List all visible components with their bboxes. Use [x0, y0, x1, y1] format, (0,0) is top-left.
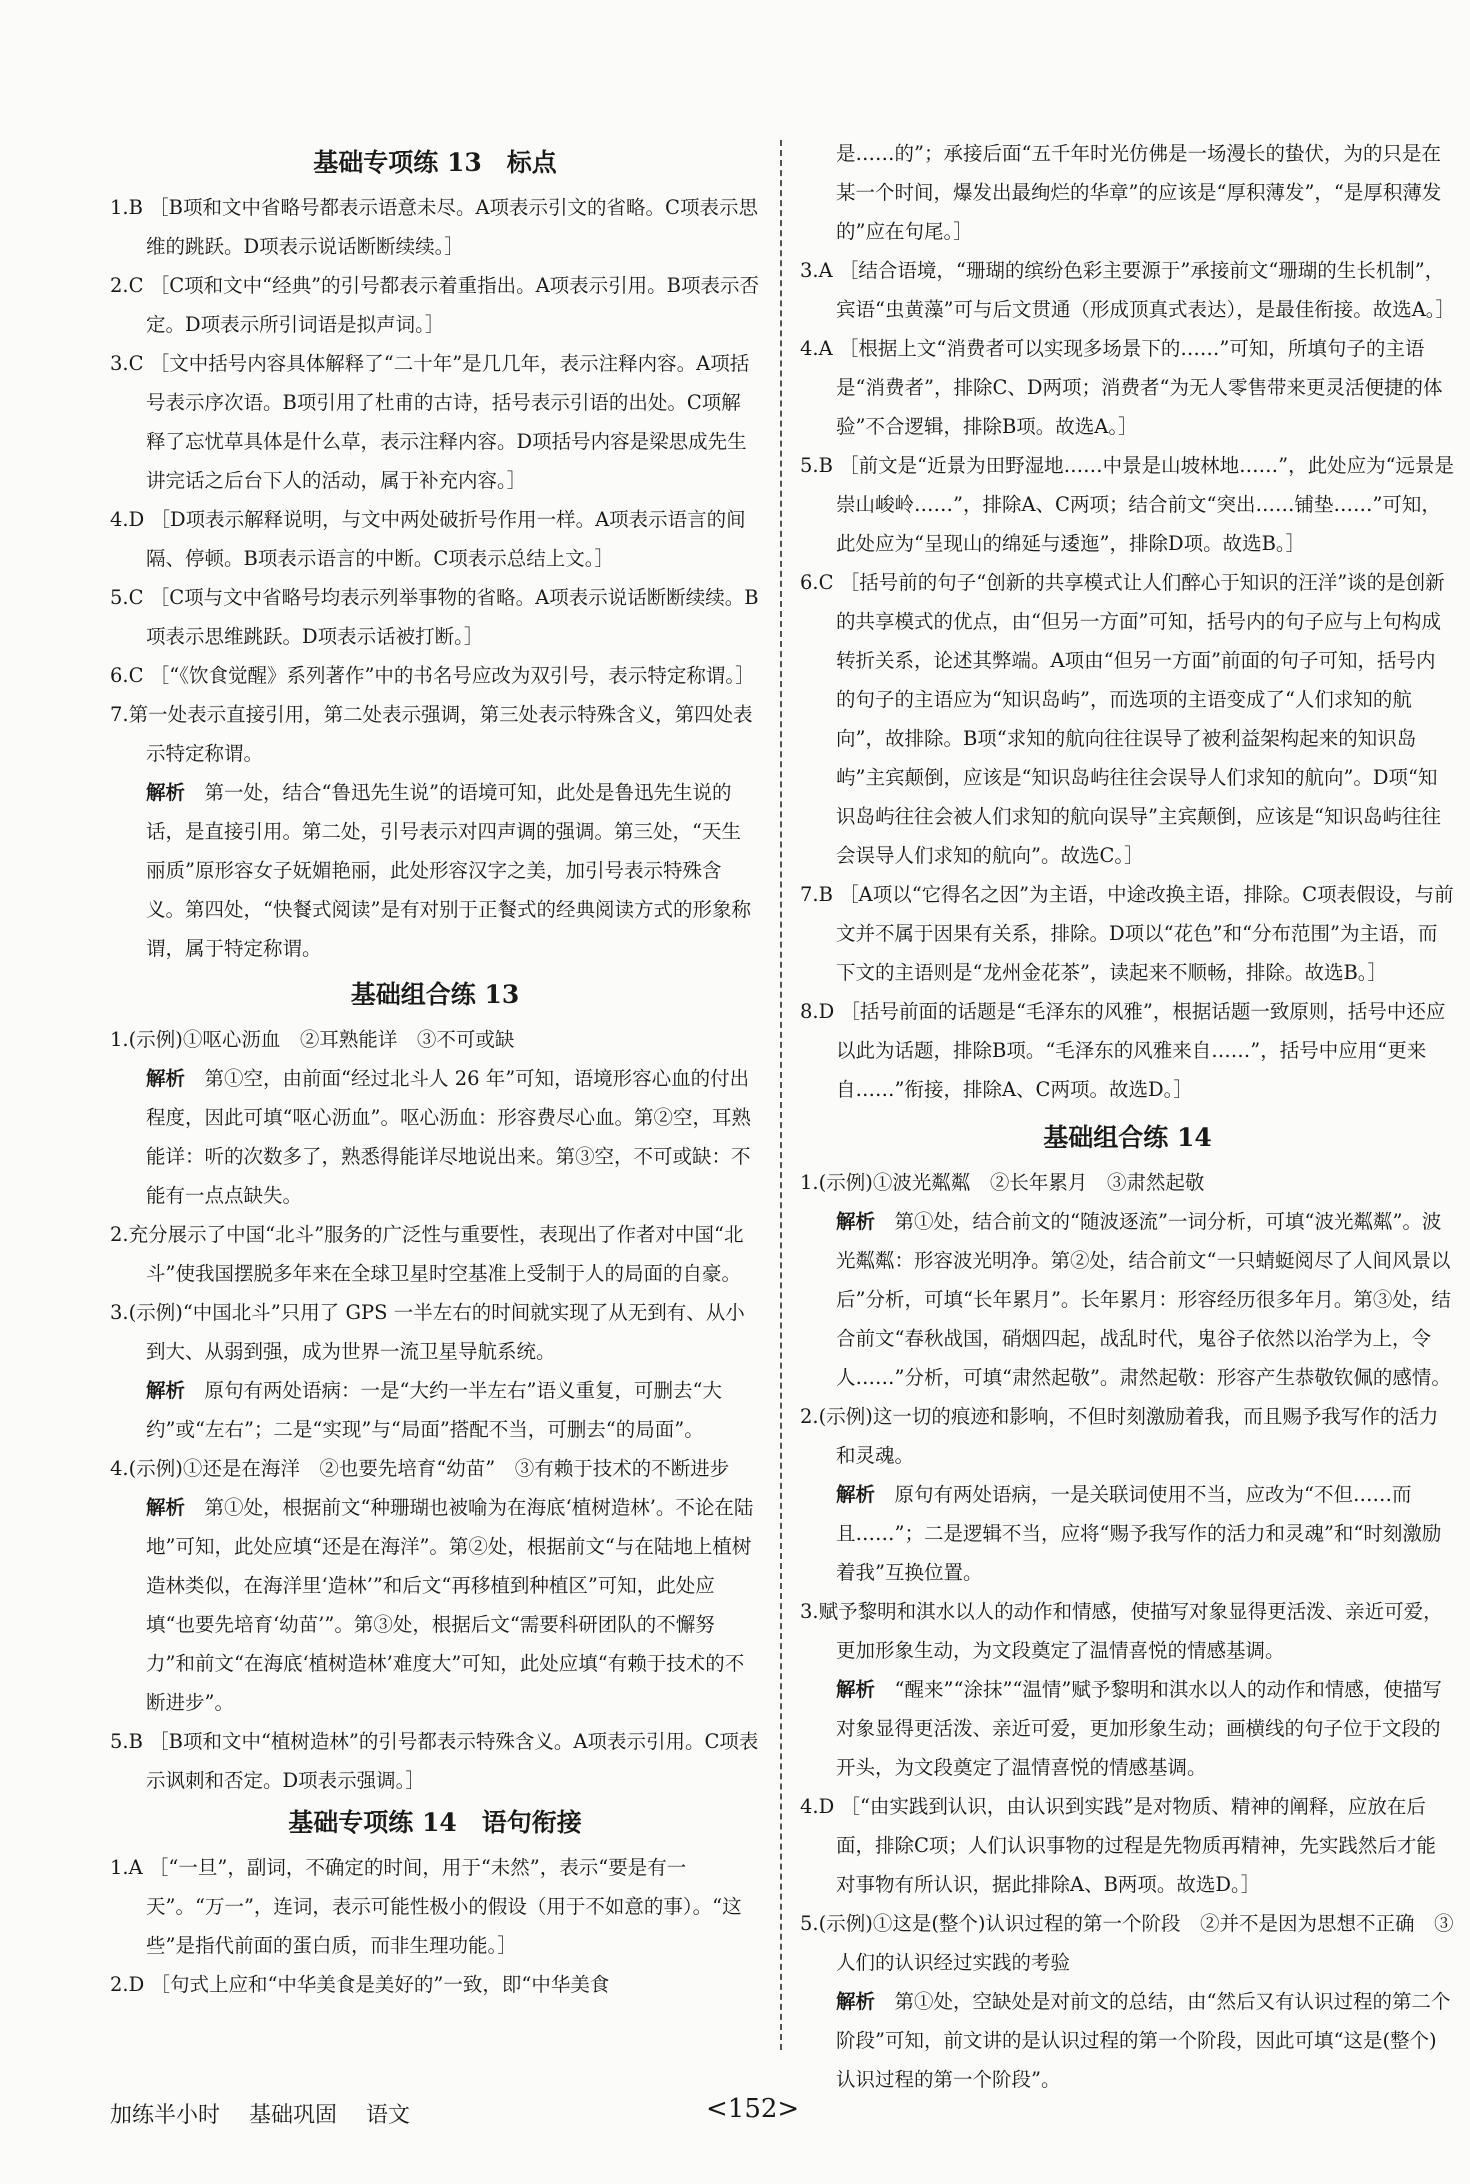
- analysis-label: 解析: [146, 1496, 186, 1519]
- analysis-text: 第①处，空缺处是对前文的总结，由“然后又有认识过程的第二个阶段”可知，前文讲的是认识过程的第一个阶段，因此可填“这是(整个)认识过程的第一个阶段”。: [836, 1990, 1451, 2091]
- analysis-label: 解析: [836, 1990, 876, 2013]
- footer-book-title: 加练半小时: [110, 2103, 221, 2128]
- answer-item: 1.(示例)①波光粼粼 ②长年累月 ③肃然起敬: [800, 1171, 1205, 1194]
- analysis-label: 解析: [146, 1067, 186, 1090]
- answer-continuation: 是……的”；承接后面“五千年时光仿佛是一场漫长的蛰伏，为的只是在某一个时间，爆发出最绚烂的华章”的应该是“厚积薄发”，“是厚积薄发的”应在句尾。］: [836, 142, 1442, 243]
- page-number: <152>: [706, 2094, 800, 2124]
- answer-item: 1.A ［“一旦”，副词，不确定的时间，用于“未然”，表示“要是有一天”。“万一”，连词，表示可能性极小的假设（用于不如意的事）。“这些”是指代前面的蛋白质，而非生理功能。］: [110, 1856, 742, 1957]
- analysis-text: 第①空，由前面“经过北斗人 26 年”可知，语境形容心血的付出程度，因此可填“呕心沥血”。呕心沥血：形容费尽心血。第②空，耳熟能详：听的次数多了，熟悉得能详尽地说出来。第③空，不可或缺：不能有一点点缺失。: [146, 1067, 751, 1207]
- analysis-label: 解析: [146, 1379, 186, 1402]
- answer-item: 4.D ［D项表示解释说明，与文中两处破折号作用一样。A项表示语言的间隔、停顿。B项表示语言的中断。C项表示总结上文。］: [110, 508, 746, 570]
- analysis-text: 第①处，根据前文“种珊瑚也被喻为在海底‘植树造林’。不论在陆地”可知，此处应填“还是在海洋”。第②处，根据前文“与在陆地上植树造林类似，在海洋里‘造林’”和后文“再移植到种植区”可知，此处应填“也要先培育‘幼苗’”。第③处，根据后文“需要科研团队的不懈努力”和前文“在海底‘植树造林’难度大”可知，此处应填“有赖于技术的不断进步”。: [146, 1496, 754, 1714]
- right-column: [800, 134, 1455, 2099]
- answer-item: 7.第一处表示直接引用，第二处表示强调，第三处表示特殊含义，第四处表示特定称谓。: [110, 703, 753, 765]
- answer-item: 3.(示例)“中国北斗”只用了 GPS 一半左右的时间就实现了从无到有、从小到大、从弱到强，成为世界一流卫星导航系统。: [110, 1301, 745, 1363]
- answer-item: 7.B ［A项以“它得名之因”为主语，中途改换主语，排除。C项表假设，与前文并不属于因果有关系，排除。D项以“花色”和“分布范围”为主语，而下文的主语则是“龙州金花茶”，读起来不顺畅，排除。故选B。］: [800, 883, 1454, 984]
- analysis-block: [800, 1670, 1455, 1787]
- answer-item: 5.B ［前文是“近景为田野湿地……中景是山坡林地……”，此处应为“远景是崇山峻岭……”，排除A、C两项；结合前文“突出……铺垫……”可知，此处应为“呈现山的绵延与逶迤”，排除D项。故选B。］: [800, 454, 1455, 555]
- column-divider: [780, 140, 782, 2050]
- answer-item: 3.A ［结合语境，“珊瑚的缤纷色彩主要源于”承接前文“珊瑚的生长机制”，宾语“虫黄藻”可与后文贯通（形成顶真式表达），是最佳衔接。故选A。］: [800, 259, 1456, 321]
- analysis-block: [800, 1202, 1455, 1397]
- answer-item: 1.(示例)①呕心沥血 ②耳熟能详 ③不可或缺: [110, 1028, 515, 1051]
- answer-item: 6.C ［括号前的句子“创新的共享模式让人们醉心于知识的汪洋”谈的是创新的共享模式的优点，由“但另一方面”可知，括号内的句子应与上句构成转折关系，论述其弊端。A项由“但另一方面”前面的句子可知，括号内的句子的主语应为“知识岛屿”，而选项的主语变成了“人们求知的航向”，故排除。B项“求知的航向往往误导了被利益架构起来的知识岛屿”主宾颠倒，应该是“知识岛屿往往会误导人们求知的航向”。D项“知识岛屿往往会被人们求知的航向误导”主宾颠倒，应该是“知识岛屿往往会误导人们求知的航向”。故选C。］: [800, 571, 1445, 867]
- answer-item: 3.赋予黎明和淇水以人的动作和情感，使描写对象显得更活泼、亲近可爱，更加形象生动，为文段奠定了温情喜悦的情感基调。: [800, 1600, 1443, 1662]
- answer-item: 5.C ［C项与文中省略号均表示列举事物的省略。A项表示说话断断续续。B项表示思维跳跃。D项表示话被打断。］: [110, 586, 759, 648]
- left-column: [110, 140, 760, 2004]
- answer-item: 4.D ［“由实践到认识，由认识到实践”是对物质、精神的阐释，应放在后面，排除C项；人们认识事物的过程是先物质再精神，先实践然后才能对事物有所认识，据此排除A、B两项。故选D。］: [800, 1795, 1436, 1896]
- analysis-block: [800, 1982, 1455, 2099]
- section-title-combo-14: 基础组合练 14: [1043, 1123, 1212, 1152]
- analysis-label: 解析: [836, 1678, 876, 1701]
- answer-item: 1.B ［B项和文中省略号都表示语意未尽。A项表示引文的省略。C项表示思维的跳跃。D项表示说话断断续续。］: [110, 196, 758, 258]
- analysis-text: “醒来”“涂抹”“温情”赋予黎明和淇水以人的动作和情感，使描写对象显得更活泼、亲近可爱，更加形象生动；画横线的句子位于文段的开头，为文段奠定了温情喜悦的情感基调。: [836, 1678, 1442, 1779]
- footer-subject: 语文: [366, 2103, 411, 2128]
- section-title-13-punctuation: 基础专项练 13 标点: [313, 148, 557, 177]
- answer-item: 4.(示例)①还是在海洋 ②也要先培育“幼苗” ③有赖于技术的不断进步: [110, 1457, 730, 1480]
- answer-item: 5.(示例)①这是(整个)认识过程的第一个阶段 ②并不是因为思想不正确 ③人们的认识经过实践的考验: [800, 1912, 1454, 1974]
- answer-item: 6.C ［“《饮食觉醒》系列著作”中的书名号应改为双引号，表示特定称谓。］: [110, 664, 755, 687]
- analysis-block: [110, 1371, 760, 1449]
- analysis-label: 解析: [836, 1483, 876, 1506]
- answer-item: 2.D ［句式上应和“中华美食是美好的”一致，即“中华美食: [110, 1973, 610, 1996]
- analysis-block: [110, 773, 760, 968]
- footer-section: 基础巩固: [249, 2103, 338, 2128]
- analysis-block: [800, 1475, 1455, 1592]
- analysis-text: 第①处，结合前文的“随波逐流”一词分析，可填“波光粼粼”。波光粼粼：形容波光明净。第②处，结合前文“一只蜻蜓阅尽了人间风景以后”分析，可填“长年累月”。长年累月：形容经历很多年月。第③处，结合前文“春秋战国，硝烟四起，战乱时代，鬼谷子依然以治学为上，令人……”分析，可填“肃然起敬”。肃然起敬：形容产生恭敬钦佩的感情。: [836, 1210, 1451, 1389]
- answer-item: 8.D ［括号前面的话题是“毛泽东的风雅”，根据话题一致原则，括号中还应以此为话题，排除B项。“毛泽东的风雅来自……”，括号中应用“更来自……”衔接，排除A、C两项。故选D。］: [800, 1000, 1446, 1101]
- analysis-block: [110, 1059, 760, 1215]
- analysis-text: 第一处，结合“鲁迅先生说”的语境可知，此处是鲁迅先生说的话，是直接引用。第二处，引号表示对四声调的强调。第三处，“天生丽质”原形容女子妩媚艳丽，此处形容汉字之美，加引号表示特殊含义。第四处，“快餐式阅读”是有对别于正餐式的经典阅读方式的形象称谓，属于特定称谓。: [146, 781, 751, 960]
- analysis-block: [110, 1488, 760, 1722]
- analysis-label: 解析: [836, 1210, 876, 1233]
- answer-item: 2.(示例)这一切的痕迹和影响，不但时刻激励着我，而且赐予我写作的活力和灵魂。: [800, 1405, 1439, 1467]
- analysis-text: 原句有两处语病，一是关联词使用不当，应改为“不但……而且……”；二是逻辑不当，应将“赐予我写作的活力和灵魂”和“时刻激励着我”互换位置。: [836, 1483, 1442, 1584]
- answer-item: 2.C ［C项和文中“经典”的引号都表示着重指出。A项表示引用。B项表示否定。D项表示所引词语是拟声词。］: [110, 274, 759, 336]
- section-title-14-sentence-link: 基础专项练 14 语句衔接: [288, 1808, 582, 1837]
- answer-item: 3.C ［文中括号内容具体解释了“二十年”是几几年，表示注释内容。A项括号表示序次语。B项引用了杜甫的古诗，括号表示引语的出处。C项解释了忘忧草具体是什么草，表示注释内容。D项括号内容是梁思成先生讲完话之后台下人的活动，属于补充内容。］: [110, 352, 750, 492]
- answer-item: 4.A ［根据上文“消费者可以实现多场景下的……”可知，所填句子的主语是“消费者”，排除C、D两项；消费者“为无人零售带来更灵活便捷的体验”不合逻辑，排除B项。故选A。］: [800, 337, 1443, 438]
- analysis-label: 解析: [146, 781, 186, 804]
- section-title-combo-13: 基础组合练 13: [350, 980, 520, 1009]
- answer-item: 2.充分展示了中国“北斗”服务的广泛性与重要性，表现出了作者对中国“北斗”使我国摆脱多年来在全球卫星时空基准上受制于人的局面的自豪。: [110, 1223, 744, 1285]
- analysis-text: 原句有两处语病：一是“大约一半左右”语义重复，可删去“大约”或“左右”；二是“实现”与“局面”搭配不当，可删去“的局面”。: [146, 1379, 722, 1441]
- page-footer: [110, 2098, 432, 2129]
- answer-item: 5.B ［B项和文中“植树造林”的引号都表示特殊含义。A项表示引用。C项表示讽刺和否定。D项表示强调。］: [110, 1730, 759, 1792]
